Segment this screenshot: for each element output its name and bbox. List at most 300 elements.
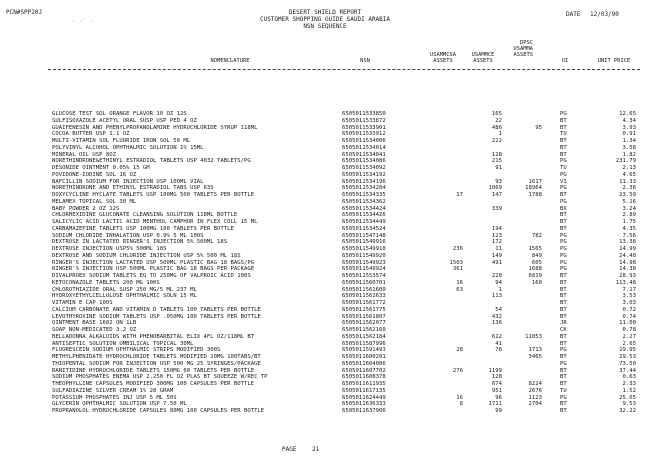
item-nsn: 6505011604086 [342,360,386,367]
scan-mark: · ·˙ · ˙ [72,18,101,25]
item-usammcsa-assets: 17 [456,192,463,198]
report-title: DESERT SHIELD REPORT [288,9,362,16]
item-unit-price: 5.26 [622,198,636,205]
table-row [0,388,648,395]
table-row [0,192,648,199]
item-usammce-assets: 91 [495,165,502,171]
item-unit-of-issue: BT [560,333,567,340]
item-unit-price: 9.53 [622,401,636,408]
item-usammce-assets: 951 [491,387,502,394]
item-nomenclature: COCOA BUTTER USP 1.1 OZ [52,131,130,138]
item-usammce-assets: 486 [491,124,502,131]
item-unit-of-issue: PG [560,246,567,252]
item-unit-of-issue: PG [560,198,567,205]
item-unit-price: 0.91 [622,131,636,138]
item-nsn: 6505011607702 [342,367,386,374]
item-unit-of-issue: BT [560,354,567,360]
item-dpsc-assets: 6819 [528,273,542,279]
item-usammce-assets: 172 [491,239,502,246]
item-usammcsa-assets: 63 [456,286,463,293]
item-nomenclature: DESONIDE OINTMENT 0.05% 15 GM [52,165,150,171]
item-dpsc-assets: 160 [531,279,542,286]
item-unit-of-issue: BT [560,374,567,381]
table-row [0,233,648,240]
item-usammce-assets: 1711 [488,401,502,408]
item-nomenclature: CALCIUM CARBONATE AND VITAMIN D TABLETS 100 TABLETS PER BOTTLE [52,306,261,313]
item-nsn: 6505011561807 [342,313,386,320]
header-rule [48,69,640,70]
page-label: PAGE [282,446,297,453]
item-nomenclature: THIOPENTAL SODIUM FOR INJECTION USP 500 MG 25 SYRINGES/PACKAGE [52,360,261,367]
item-usammce-assets: 222 [491,138,502,144]
item-nsn: 6505011561633 [342,293,386,300]
item-unit-price: 2.13 [622,165,636,171]
item-unit-price: 0.74 [622,313,636,320]
item-unit-price: 2.33 [622,381,636,387]
item-nomenclature: NORETHINDRONE AND ETHINYL ESTRADIOL TABS USP 63S [52,185,214,192]
item-unit-of-issue: PG [560,111,567,117]
item-unit-of-issue: BT [560,381,567,387]
item-usammce-assets: 228 [491,273,502,279]
item-nsn: 6505011560701 [342,279,386,286]
table-row [0,395,648,402]
item-nomenclature: CARBAMAZEPINE TABLETS USP 100MG 100 TABLETS PER BOTTLE [52,225,234,232]
item-unit-price: 73.50 [619,360,636,367]
item-unit-price: 113.48 [615,279,636,286]
table-row [0,172,648,179]
item-nomenclature: SODIUM CHLORIDE INHALATION USP 0.9% 5 ML 100S [52,232,204,239]
item-usammce-assets: 339 [491,205,502,212]
item-unit-of-issue: BT [560,212,567,219]
item-unit-of-issue: BT [560,367,567,374]
item-unit-of-issue: TU [560,387,567,394]
item-usammcsa-assets: 1503 [449,259,463,266]
table-row [0,239,648,246]
table-row [0,401,648,408]
item-unit-price: 2.89 [622,212,636,219]
item-nsn: 6505011562184 [342,333,386,340]
item-unit-price: 13.38 [619,239,636,246]
table-row [0,125,648,132]
item-unit-of-issue: PG [560,185,567,192]
item-unit-price: 3.93 [622,124,636,131]
item-usammce-assets: 1199 [488,367,502,374]
item-unit-of-issue: BT [560,300,567,306]
table-row [0,179,648,186]
item-unit-of-issue: BT [560,138,567,144]
item-nsn: 6505011533901 [342,124,386,131]
item-nomenclature: LEVOTHYROXINE SODIUM TABLETS USP .050MG 100 TABLETS PER BOTTLE [52,313,261,320]
table-row [0,199,648,206]
item-nsn: 6505011636333 [342,401,386,408]
item-nomenclature: MINERAL OIL USP 8OZ [52,151,116,158]
item-unit-of-issue: PG [560,252,567,259]
item-dpsc-assets: 1617 [528,178,542,185]
item-unit-of-issue: PG [560,232,567,239]
item-nsn: 6505011549923 [342,259,386,266]
item-nsn: 6505011534092 [342,165,386,171]
item-usammce-assets: 674 [491,381,502,387]
item-unit-price: 24.48 [619,252,636,259]
col-nomenclature: NOMENCLATURE [210,58,250,64]
item-nomenclature: FLUORESCEIN SODIUM OPHTHALMIC STRIPS MODIFIED 300S [52,347,221,354]
item-nomenclature: NAFCILLIN SODIUM FOR INJECTION USP 100ML VIAL [52,178,204,185]
item-nomenclature: POTASSIUM PHOSPHATES INJ USP 5 ML 50S [52,394,177,401]
item-usammce-assets: 165 [491,111,502,117]
item-dpsc-assets: 18964 [525,185,542,192]
table-row [0,158,648,165]
report-subtitle: CUSTOMER SHOPPING GUIDE SAUDI ARABIA [259,16,391,23]
table-row [0,219,648,226]
item-unit-of-issue: BT [560,124,567,131]
table-row [0,152,648,159]
item-unit-of-issue: BT [560,192,567,198]
item-nsn: 6505011549916 [342,239,386,246]
item-nomenclature: SULFADIAZINE SILVER CREAM 1% 20 GRAM [52,387,174,394]
item-nomenclature: OINTMENT BASE 1602 ON 1LB [52,320,137,327]
item-unit-price: 11.00 [619,320,636,327]
table-row [0,374,648,381]
table-row [0,111,648,118]
item-unit-price: 19.95 [619,347,636,354]
item-unit-of-issue: BT [560,293,567,300]
item-nomenclature: POLYVINYL ALCOHOL OPHTHALMIC SOLUTION 1% 15ML [52,144,204,151]
table-row [0,273,648,280]
item-nsn: 6505011561600 [342,286,386,293]
item-unit-of-issue: BT [560,273,567,279]
table-row [0,354,648,361]
item-nomenclature: THEOPHYLLINE CAPSULES MODIFIED 300MG 100 CAPSULES PER BOTTLE [52,381,255,387]
item-usammce-assets: 1 [498,131,502,138]
item-unit-price: 23.59 [619,192,636,198]
table-row [0,145,648,152]
table-row [0,381,648,388]
item-unit-of-issue: BT [560,144,567,151]
item-usammce-assets: 94 [495,279,502,286]
item-nsn: 6505011534086 [342,158,386,165]
table-row [0,138,648,145]
item-unit-price: 3.53 [622,293,636,300]
page-number: 21 [312,446,320,453]
item-usammcsa-assets: 361 [452,266,463,273]
item-usammce-assets: 41 [495,340,502,347]
item-nomenclature: ANTISEPTIC SOLUTION UMBILICAL TOPICAL 30ML [52,340,194,347]
item-nsn: 6505011608378 [342,374,386,381]
item-nomenclature: BABY POWDER 2 OZ 12S [52,205,120,212]
table-row [0,185,648,192]
item-dpsc-assets: 1788 [528,192,542,198]
item-unit-price: 3.24 [622,205,636,212]
item-nomenclature: MULTI-VITAMIN SOL FLUORIDE IRON SOL 50 ML [52,138,191,144]
item-nomenclature: CHLORHEXIDINE GLUCONATE CLEANSING SOLUTION 118ML BOTTLE [52,212,238,219]
item-unit-of-issue: PG [560,394,567,401]
item-nsn: 6505011587996 [342,340,386,347]
item-usammcsa-assets: 8 [459,401,463,408]
item-nomenclature: SOAP NON-MEDICATED 3.2 OZ [52,327,137,333]
item-nsn: 6505011533850 [342,111,386,117]
item-unit-price: 14.98 [619,259,636,266]
table-row [0,327,648,334]
item-unit-price: 2.65 [622,340,636,347]
item-unit-of-issue: BT [560,340,567,347]
item-nsn: 6505011549918 [342,246,386,252]
item-nsn: 6505011534196 [342,178,386,185]
item-nomenclature: RINGER'S INJECTION USP 500ML PLASTIC BAG 18 BAGS PER PACKAGE [52,266,255,273]
item-nsn: 6505011637906 [342,408,386,414]
table-row [0,300,648,307]
table-row [0,253,648,260]
item-unit-of-issue: PG [560,266,567,273]
table-row [0,165,648,172]
item-nomenclature: MELAMEX TOPICAL SOL 30 ML [52,198,137,205]
col-usammce: USAMMCE ASSETS [471,52,495,64]
item-nomenclature: PROPRANOLOL HYDROCHLORIDE CAPSULES 80MG 100 CAPSULES PER BOTTLE [52,408,265,414]
item-usammce-assets: 149 [491,252,502,259]
item-unit-of-issue: JR [560,320,567,327]
item-unit-of-issue: CK [560,327,567,333]
item-nsn: 6505011600201 [342,354,386,360]
item-dpsc-assets: 849 [531,252,542,259]
item-unit-of-issue: BT [560,408,567,414]
item-unit-of-issue: PG [560,158,567,165]
item-nomenclature: POVIDONE-IODINE SOL 16 OZ [52,171,137,178]
item-nomenclature: SODIUM PHOSPHATES ENEMA USP 2.250 FL OZ PLAS BT SQUEEZE W/REC TP [52,374,268,381]
item-unit-of-issue: BT [560,306,567,313]
table-row [0,266,648,273]
item-nomenclature: DOXYCYCLINE HYCLATE TABLETS USP 100MG 500 TABLETS PER BOTTLE [52,192,255,198]
items-table [0,111,648,415]
item-usammce-assets: 22 [495,117,502,124]
item-nsn: 6505011534362 [342,198,386,205]
item-nomenclature: SULFISOXAZOLE ACETYL ORAL SUSP USP PED 4 OZ [52,117,197,124]
item-usammce-assets: 194 [491,225,502,232]
item-nomenclature: BELLADONNA ALKALOIDS WITH PHENOBARBITAL ELIX 4FL OZ/118ML BT [52,333,255,340]
table-row [0,293,648,300]
item-dpsc-assets: 3465 [528,354,542,360]
table-row [0,361,648,368]
item-usammce-assets: 622 [491,333,502,340]
item-unit-of-issue: BT [560,117,567,124]
item-dpsc-assets: 1123 [528,394,542,401]
item-usammce-assets: 215 [491,158,502,165]
item-unit-of-issue: TU [560,165,567,171]
item-usammce-assets: 78 [495,347,502,354]
item-unit-price: 7.56 [622,232,636,239]
item-unit-price: 4.35 [622,225,636,232]
item-usammcsa-assets: 16 [456,279,463,286]
item-nsn: 6505011533912 [342,131,386,138]
item-unit-price: 4.34 [622,117,636,124]
item-nsn: 6505011547148 [342,232,386,239]
item-unit-price: 3.58 [622,144,636,151]
table-row [0,131,648,138]
item-nsn: 6505011549920 [342,252,386,259]
item-nsn: 6505011624449 [342,394,386,401]
table-row [0,334,648,341]
item-nomenclature: GLUCOSE TEST SOL ORANGE FLAVOR 10 OZ 12S [52,111,187,117]
item-usammce-assets: 136 [491,320,502,327]
item-usammce-assets: 128 [491,374,502,381]
item-unit-price: 0.63 [622,374,636,381]
item-unit-of-issue: BT [560,286,567,293]
item-unit-price: 14.99 [619,246,636,252]
item-unit-price: 2.36 [622,185,636,192]
item-nomenclature: VITAMIN E CAP 100S [52,300,113,306]
item-nsn: 6505011549924 [342,266,386,273]
col-unit-price: UNIT PRICE [597,58,631,64]
item-nsn: 6505011561772 [342,300,386,306]
item-unit-price: 11.33 [619,178,636,185]
item-unit-price: 28.93 [619,273,636,279]
item-unit-of-issue: TU [560,131,567,138]
item-unit-price: 37.44 [619,367,636,374]
item-nomenclature: RANITIDINE HYDROCHLORIDE TABLETS 150MG 60 TABLETS PER BOTTLE [52,367,255,374]
item-unit-of-issue: BT [560,279,567,286]
item-usammcsa-assets: 16 [456,394,463,401]
item-dpsc-assets: 11853 [525,333,542,340]
col-usammcsa: USAMMCSA ASSETS [430,52,456,64]
item-nomenclature: DEXTROSE AND SODIUM CHLORIDE INJECTION USP 5% 500 ML 18S [52,252,241,259]
item-dpsc-assets: 605 [531,259,542,266]
item-usammcsa-assets: 28 [456,347,463,354]
col-nsn: NSN [360,58,370,64]
item-nsn: 6505011534006 [342,138,386,144]
table-row [0,212,648,219]
item-unit-of-issue: VI [560,178,567,185]
item-unit-of-issue: PG [560,360,567,367]
item-unit-price: 12.65 [619,111,636,117]
item-nsn: 6505011561775 [342,306,386,313]
item-unit-of-issue: BX [560,205,567,212]
date-label: DATE [566,11,581,18]
item-unit-of-issue: PG [560,259,567,266]
item-nsn: 6505011534449 [342,219,386,225]
item-nomenclature: KETOCONAZOLE TABLETS 200 MG 100S [52,279,160,286]
item-nsn: 6505011562160 [342,327,386,333]
item-nomenclature: DEXTROSE INJECTION USP5% 500ML 18S [52,246,167,252]
item-dpsc-assets: 8224 [528,381,542,387]
item-usammce-assets: 123 [491,232,502,239]
table-row [0,226,648,233]
item-usammce-assets: 1 [498,286,502,293]
item-unit-price: 1.82 [622,151,636,158]
table-row [0,287,648,294]
table-row [0,320,648,327]
item-unit-of-issue: BT [560,225,567,232]
item-nomenclature: NORETHINDRONE&ETHINYL ESTRADIOL TABLETS USP 4032 TABLETS/PG [52,158,251,165]
item-usammce-assets: 96 [495,394,502,401]
item-unit-price: 29.53 [619,354,636,360]
item-unit-of-issue: BT [560,219,567,225]
item-unit-price: 2.27 [622,333,636,340]
item-nsn: 6505011611935 [342,381,386,387]
item-dpsc-assets: 1565 [528,246,542,252]
item-usammce-assets: 99 [495,408,502,414]
item-nsn: 6505011534284 [342,185,386,192]
table-row [0,314,648,321]
item-nomenclature: DEXTROSE IN LACTATED RINGER'S INJECTION 5% 500ML 18S [52,239,228,246]
item-nsn: 6505011534524 [342,225,386,232]
date-value: 12/03/90 [590,11,619,18]
item-nsn: 6505011534335 [342,192,386,198]
item-unit-price: 32.22 [619,408,636,414]
item-usammcsa-assets: 236 [452,246,463,252]
item-unit-of-issue: PG [560,171,567,178]
item-dpsc-assets: 2704 [528,401,542,408]
table-row [0,260,648,267]
item-nsn: 6505011534426 [342,212,386,219]
item-usammce-assets: 113 [491,293,502,300]
item-usammce-assets: 128 [491,151,502,158]
table-row [0,368,648,375]
item-unit-of-issue: BT [560,313,567,320]
table-row [0,341,648,348]
item-nsn: 6505011534424 [342,205,386,212]
item-nsn: 6505011534041 [342,151,386,158]
item-unit-price: 4.65 [622,171,636,178]
item-nomenclature: SALICYLIC ACID LACTIC ACID MENTHOL CAMPHOR IN FLEX COLL 15 ML [52,219,258,225]
report-id: PCN#SPP20J [6,9,43,16]
table-row [0,307,648,314]
item-unit-of-issue: PG [560,347,567,354]
item-dpsc-assets: 95 [535,124,542,131]
item-nomenclature: GUAIFENESIN AND PHENYLPROPANOLAMINE HYDROCHLORIDE SYRUP 118ML [52,124,258,131]
item-usammce-assets: 491 [491,259,502,266]
item-usammce-assets: 93 [495,178,502,185]
item-unit-of-issue: BT [560,151,567,158]
item-nomenclature: CHLOROTHIAZIDE ORAL SUSP 250 MG/5 ML 237 ML [52,286,197,293]
table-row [0,408,648,415]
table-row [0,347,648,354]
item-nomenclature: METHYLPHENIDATE HYDROCHLORIDE TABLETS MODIFIED 20MG 100TABS/BT [52,354,261,360]
item-unit-price: 25.65 [619,394,636,401]
item-unit-price: 1.52 [622,387,636,394]
item-nsn: 6505011534014 [342,144,386,151]
item-nsn: 6505011562077 [342,320,386,327]
item-nsn: 6505011617135 [342,387,386,394]
item-unit-price: 1.75 [622,219,636,225]
item-nsn: 6505011534192 [342,171,386,178]
item-nomenclature: DIVALPROEX SODIUM TABLETS EQ TO 250MG OF VALPROIC ACID 100S [52,273,251,279]
table-row [0,118,648,125]
item-unit-price: 0.78 [622,327,636,333]
item-unit-price: 7.17 [622,286,636,293]
item-dpsc-assets: 1688 [528,266,542,273]
item-unit-of-issue: BT [560,401,567,408]
item-usammce-assets: 1069 [488,185,502,192]
item-usammcsa-assets: 276 [452,367,463,374]
item-usammce-assets: 11 [495,246,502,252]
item-nomenclature: GLYCERIN OPHTHALMIC SOLUTION USP 7.50 ML [52,401,187,408]
item-usammce-assets: 432 [491,313,502,320]
item-nsn: 6505011553574 [342,273,386,279]
item-unit-price: 1.34 [622,138,636,144]
col-dpsc: DPSC USAMMA ASSETS [513,40,533,58]
item-dpsc-assets: 782 [531,232,542,239]
item-dpsc-assets: 1713 [528,347,542,354]
item-nsn: 6505011533872 [342,117,386,124]
item-unit-of-issue: PG [560,239,567,246]
item-nomenclature: RINGER'S INJECTION LACTATED USP 500ML PLASTIC BAG 18 BAGS/PG [52,259,255,266]
col-ui: UI [561,58,569,64]
item-unit-price: 3.03 [622,300,636,306]
item-unit-price: 0.72 [622,306,636,313]
item-dpsc-assets: 2676 [528,387,542,394]
table-row [0,206,648,213]
item-usammce-assets: 54 [495,306,502,313]
table-row [0,246,648,253]
item-unit-price: 14.38 [619,266,636,273]
